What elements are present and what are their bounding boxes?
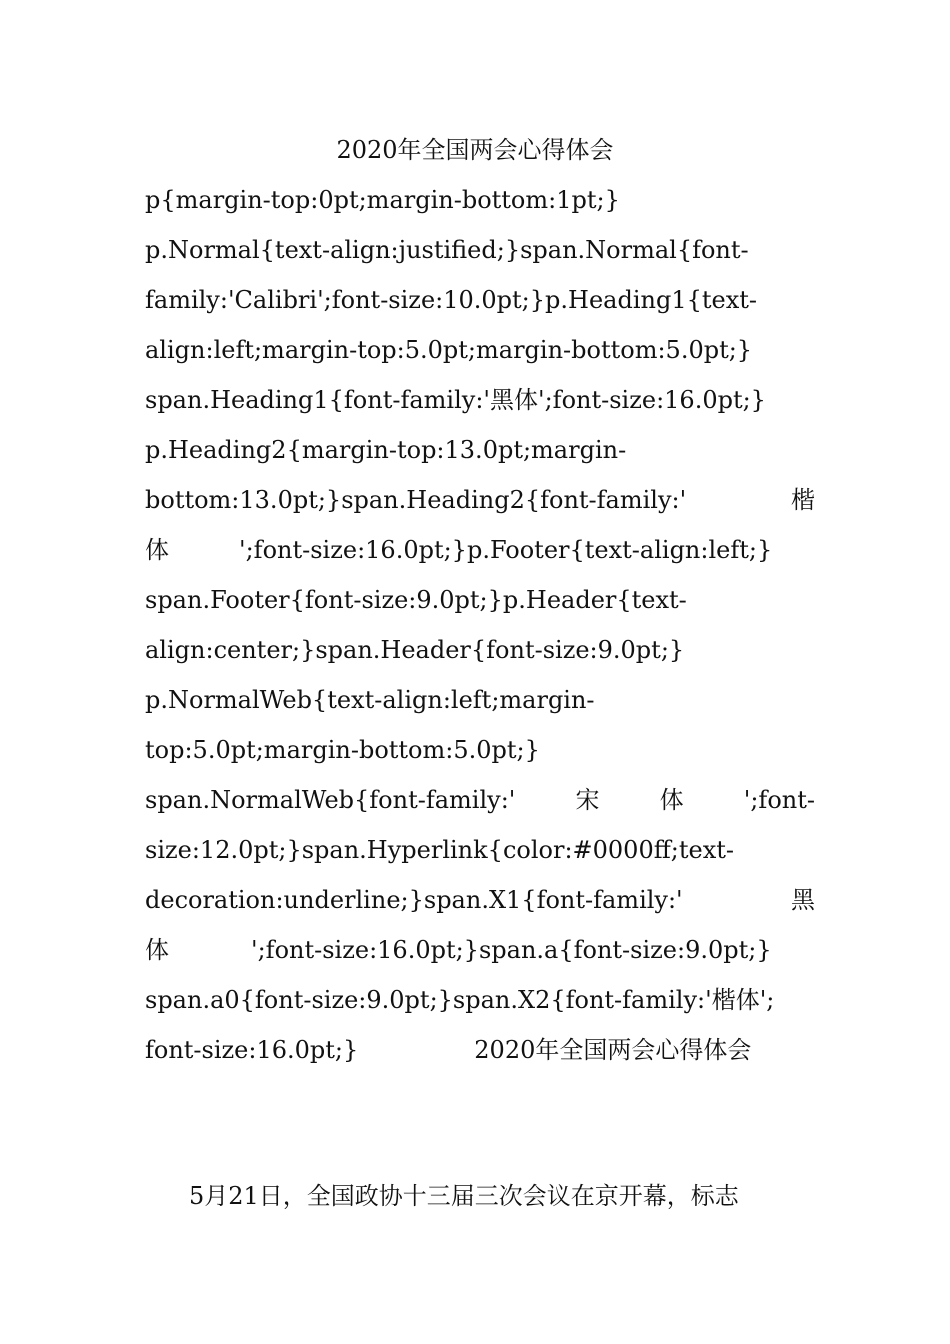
text-segment: 黑 [791,886,815,914]
text-segment: span.NormalWeb{font-family:' [145,786,516,814]
text-line [145,482,815,518]
text-line: align:center;}span.Header{font-size:9.0pt;} [145,636,685,664]
text-line [145,532,815,568]
body-paragraph: 5月21日，全国政协十三届三次会议在京开幕，标志 [189,1182,739,1210]
text-segment: font-size:16.0pt;} [145,1036,359,1064]
text-line: span.a0{font-size:9.0pt;}span.X2{font-family:'楷体'; [145,986,775,1014]
text-line [145,1032,815,1068]
text-line: family:'Calibri';font-size:10.0pt;}p.Heading1{text- [145,286,757,314]
text-segment: decoration:underline;}span.X1{font-family:' [145,886,683,914]
document-title: 2020年全国两会心得体会 [336,136,614,164]
text-line: p.Normal{text-align:justified;}span.Normal{font- [145,236,749,264]
text-segment: 楷 [791,486,815,514]
text-line [145,932,815,968]
text-line: size:12.0pt;}span.Hyperlink{color:#0000ff;text- [145,836,734,864]
text-line: top:5.0pt;margin-bottom:5.0pt;} [145,736,540,764]
text-segment: bottom:13.0pt;}span.Heading2{font-family:' [145,486,687,514]
text-line [145,882,815,918]
text-line: p{margin-top:0pt;margin-bottom:1pt;} [145,186,620,214]
text-segment: 宋 [575,786,600,814]
text-line: p.Heading2{margin-top:13.0pt;margin- [145,436,627,464]
text-line: p.NormalWeb{text-align:left;margin- [145,686,595,714]
text-segment: 2020年全国两会心得体会 [474,1036,752,1064]
text-segment: ';font- [743,786,815,814]
text-line [145,782,815,818]
text-line: span.Footer{font-size:9.0pt;}p.Header{text- [145,586,687,614]
text-segment: 体 [145,536,169,564]
text-segment: ';font-size:16.0pt;}span.a{font-size:9.0pt;} [251,936,772,964]
text-segment: 体 [145,936,169,964]
text-segment: ';font-size:16.0pt;}p.Footer{text-align:left;} [239,536,773,564]
text-line: align:left;margin-top:5.0pt;margin-bottom:5.0pt;} [145,336,753,364]
text-line: span.Heading1{font-family:'黑体';font-size:16.0pt;} [145,386,766,414]
text-segment: 体 [659,786,684,814]
